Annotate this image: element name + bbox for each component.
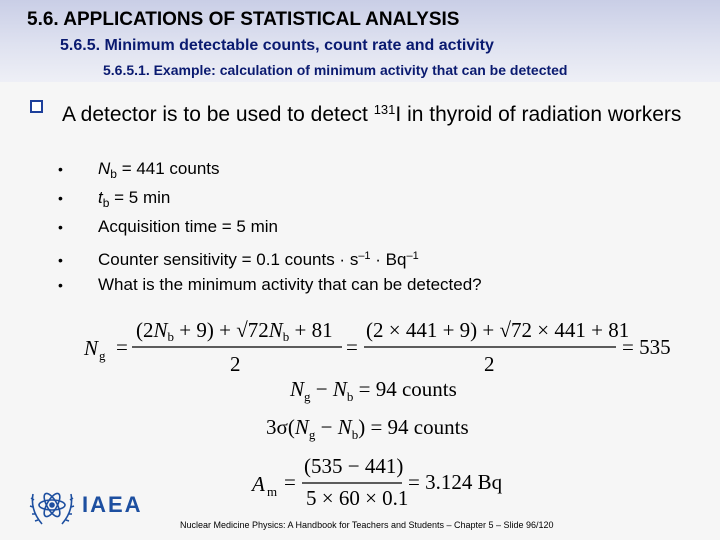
- superscript: –1: [406, 250, 419, 262]
- equations-block: [80, 305, 720, 515]
- item-text: Acquisition time = 5 min: [98, 217, 278, 236]
- item-text: Counter sensitivity = 0.1 counts · s: [98, 250, 359, 269]
- eq-denominator: 2: [230, 352, 241, 376]
- bullet-icon: •: [58, 252, 63, 268]
- iaea-logo: [28, 482, 158, 535]
- eq-result: = 535: [622, 335, 671, 359]
- section-title: 5.6. APPLICATIONS OF STATISTICAL ANALYSIS: [27, 9, 460, 30]
- eq-denominator: 2: [484, 352, 495, 376]
- eq-numerator: (535 − 441): [304, 454, 404, 478]
- statement-text-b: in thyroid of radiation workers: [401, 103, 682, 126]
- superscript: –1: [358, 250, 371, 262]
- item-text: = 441 counts: [116, 159, 220, 178]
- svg-text:(2Nb + 9) + √72Nb + 81: (2Nb + 9) + √72Nb + 81: [136, 318, 333, 344]
- item-text: What is the minimum activity that can be detected?: [98, 275, 482, 294]
- list-item: [58, 156, 482, 185]
- list-item: [58, 214, 482, 243]
- list-item: [58, 185, 482, 214]
- eq-numerator: (2 × 441 + 9) + √72 × 441 + 81: [366, 318, 630, 342]
- eq-denominator: 5 × 60 × 0.1: [306, 486, 409, 510]
- subscript: b: [110, 167, 117, 181]
- equation-ng: [83, 318, 671, 376]
- eq-symbol: A: [252, 472, 265, 496]
- eq-subscript: m: [267, 484, 278, 499]
- given-values-list: [58, 156, 482, 301]
- bullet-icon: •: [58, 190, 63, 206]
- eq-equals: =: [116, 335, 128, 359]
- eq-symbol: N: [84, 336, 99, 360]
- equation-three-sigma: [266, 415, 469, 442]
- symbol: N: [98, 159, 111, 178]
- subsubsection-title: 5.6.5.1. Example: calculation of minimum activity that can be detected: [103, 62, 568, 78]
- equation-min-activity: [250, 454, 503, 510]
- subsection-title: 5.6.5. Minimum detectable counts, count rate and activity: [60, 37, 494, 54]
- problem-statement: [62, 96, 702, 129]
- symbol: t: [98, 188, 103, 207]
- subscript: b: [102, 196, 110, 210]
- atom-laurel-icon: [30, 491, 74, 524]
- slide-header: [0, 0, 720, 82]
- bullet-icon: •: [58, 161, 63, 177]
- isotope-mass: 131: [373, 102, 396, 117]
- eq-equals: =: [346, 335, 358, 359]
- logo-text: IAEA: [82, 492, 143, 517]
- list-item: [58, 243, 482, 272]
- isotope-symbol: I: [395, 103, 402, 126]
- eq-equals: =: [284, 470, 296, 494]
- checkbox-bullet-icon: [30, 100, 43, 113]
- list-item: [58, 272, 482, 301]
- statement-text-a: A detector is to be used to detect: [62, 103, 374, 126]
- bullet-icon: •: [58, 219, 63, 235]
- svg-text:Ng − Nb = 94 counts: $N_g - N_b = 94$ counts: [290, 377, 457, 404]
- equation-net-counts: [289, 377, 457, 404]
- bullet-icon: •: [58, 277, 63, 293]
- eq-subscript: g: [99, 348, 106, 363]
- item-text: = 5 min: [109, 188, 171, 207]
- slide-footer: Nuclear Medicine Physics: A Handbook for Teachers and Students – Chapter 5 – Slide 96/120: [180, 520, 554, 530]
- svg-text:3σ(Ng − Nb) = 94 counts: $3\sigma(N_g - N_b) = 94$ counts: [266, 415, 469, 442]
- item-text: · Bq: [370, 250, 407, 269]
- eq-result: = 3.124 Bq: [408, 470, 503, 494]
